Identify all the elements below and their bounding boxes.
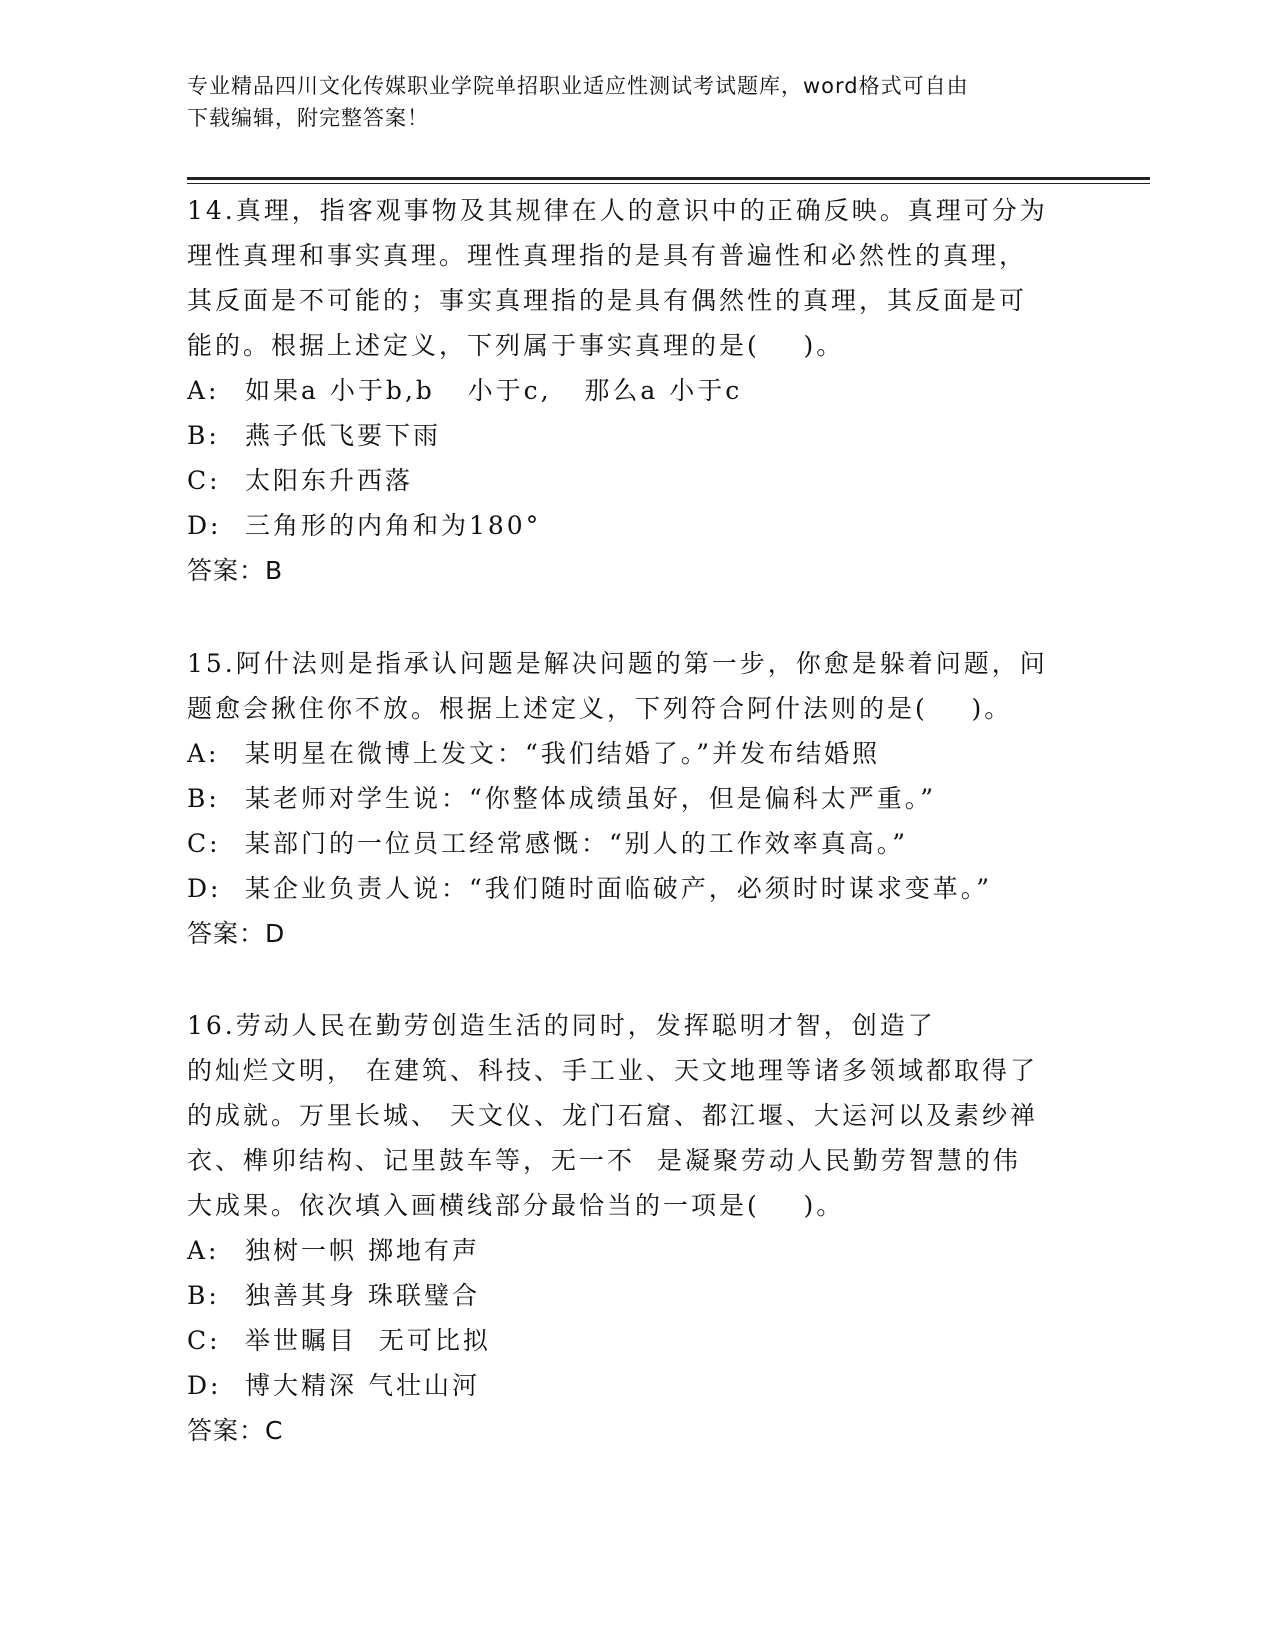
question-15 [187, 641, 1087, 956]
question-stem-line: 14.真理，指客观事物及其规律在人的意识中的正确反映。真理可分为 [187, 196, 1048, 225]
option-text: 博大精深 气壮山河 [245, 1371, 480, 1400]
question-stem-line: 的灿烂文明， 在建筑、科技、手工业、天文地理等诸多领域都取得了 [187, 1056, 1038, 1085]
question-stem-line: 衣、榫卯结构、记里鼓车等，无一不 是凝聚劳动人民勤劳智慧的伟 [187, 1146, 1021, 1175]
option-d [187, 866, 1087, 911]
option-c [187, 1318, 1087, 1363]
option-letter: B: [187, 784, 220, 813]
option-text: 独树一帜 掷地有声 [245, 1236, 480, 1265]
option-letter: B: [187, 421, 220, 450]
question-stem-line: 大成果。依次填入画横线部分最恰当的一项是( )。 [187, 1191, 845, 1220]
option-text: 某企业负责人说：“我们随时面临破产，必须时时谋求变革。” [245, 874, 993, 903]
option-letter: B: [187, 1281, 220, 1310]
option-b [187, 776, 1087, 821]
option-b [187, 413, 1087, 458]
question-stem-line: 15.阿什法则是指承认问题是解决问题的第一步，你愈是躲着问题，问 [187, 649, 1048, 678]
option-text: 某部门的一位员工经常感慨：“别人的工作效率真高。” [245, 829, 909, 858]
option-a [187, 1228, 1087, 1273]
option-letter: A: [187, 739, 220, 768]
option-text: 举世瞩目 无可比拟 [245, 1326, 491, 1355]
question-stem-line: 能的。根据上述定义，下列属于事实真理的是( )。 [187, 331, 845, 360]
option-letter: C: [187, 1326, 221, 1355]
header-divider-thick [187, 177, 1150, 180]
option-letter: D: [187, 511, 222, 540]
option-text: 独善其身 珠联璧合 [245, 1281, 480, 1310]
answer-line: 答案：D [187, 919, 286, 948]
option-c [187, 458, 1087, 503]
option-letter: A: [187, 1236, 220, 1265]
document-header [187, 70, 1067, 134]
option-text: 燕子低飞要下雨 [245, 421, 442, 450]
option-a [187, 731, 1087, 776]
option-text: 如果a 小于b,b 小于c, 那么a 小于c [245, 376, 743, 405]
option-d [187, 503, 1087, 548]
question-stem-line: 的成就。万里长城、 天文仪、龙门石窟、都江堰、大运河以及素纱禅 [187, 1101, 1038, 1130]
option-letter: D: [187, 874, 222, 903]
answer-line: 答案：C [187, 1416, 284, 1445]
header-divider-thin [187, 183, 1150, 184]
option-text: 某老师对学生说：“你整体成绩虽好，但是偏科太严重。” [245, 784, 937, 813]
question-stem-line: 其反面是不可能的；事实真理指的是具有偶然性的真理，其反面是可 [187, 286, 1028, 315]
question-stem-line: 16.劳动人民在勤劳创造生活的同时，发挥聪明才智，创造了 [187, 1011, 936, 1040]
option-letter: C: [187, 829, 221, 858]
option-c [187, 821, 1087, 866]
option-text: 太阳东升西落 [245, 466, 414, 495]
answer-line: 答案：B [187, 556, 284, 585]
question-stem-line: 理性真理和事实真理。理性真理指的是具有普遍性和必然性的真理， [187, 241, 1028, 270]
header-line-1: 专业精品四川文化传媒职业学院单招职业适应性测试考试题库，word格式可自由 [187, 74, 969, 98]
option-letter: C: [187, 466, 221, 495]
header-line-2: 下载编辑，附完整答案！ [187, 106, 429, 130]
option-a [187, 368, 1087, 413]
question-stem-line: 题愈会揪住你不放。根据上述定义，下列符合阿什法则的是( )。 [187, 694, 1013, 723]
option-d [187, 1363, 1087, 1408]
question-16 [187, 1003, 1087, 1453]
option-b [187, 1273, 1087, 1318]
option-text: 某明星在微博上发文：“我们结婚了。”并发布结婚照 [245, 739, 881, 768]
question-14 [187, 188, 1087, 593]
option-text: 三角形的内角和为180° [245, 511, 542, 540]
option-letter: A: [187, 376, 220, 405]
option-letter: D: [187, 1371, 222, 1400]
